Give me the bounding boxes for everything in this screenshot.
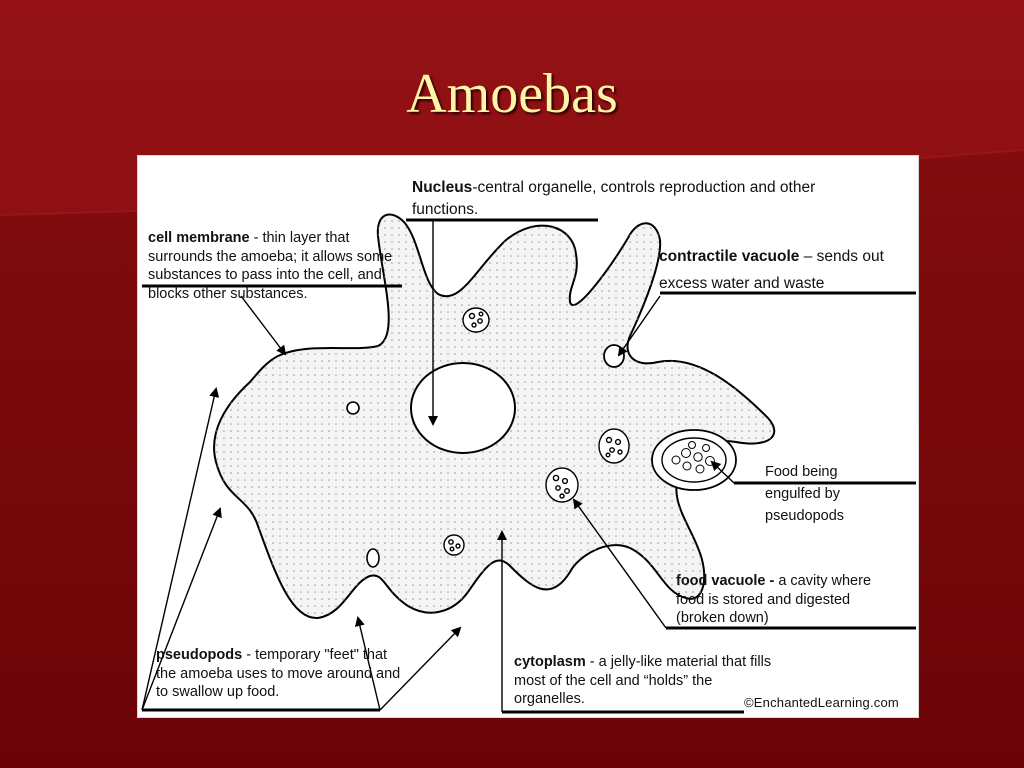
label-pseudopods [156, 646, 406, 702]
label-contractile-vacuole [659, 243, 899, 297]
food-vacuole-3 [546, 468, 578, 502]
nucleus-shape [411, 363, 515, 453]
label-nucleus [412, 177, 822, 221]
label-food-engulfed [765, 461, 877, 527]
copyright-notice: ©EnchantedLearning.com [744, 695, 899, 710]
label-contractile-vacuole-term: contractile vacuole [659, 248, 800, 265]
label-cell-membrane-text: - thin layer that surrounds the amoeba; it allows some substances to pass into the cell, and blocks other substances. [148, 230, 393, 302]
label-cytoplasm-text: - a jelly-like material that fills most of the cell and “holds” the organelles. [514, 654, 772, 707]
label-contractile-vacuole-text: – sends out excess water and waste [659, 248, 884, 292]
food-vacuole-4 [444, 535, 464, 555]
label-pseudopods-term: pseudopods [156, 647, 243, 663]
food-vacuole-1 [463, 308, 489, 332]
contractile-vacuole-shape [604, 345, 624, 367]
label-nucleus-text: -central organelle, controls reproduction and other functions. [412, 179, 816, 218]
engulfed-food [652, 430, 736, 490]
label-food-engulfed-text: Food being engulfed by pseudopods [765, 464, 845, 524]
label-pseudopods-text: - temporary "feet" that the amoeba uses to move around and to swallow up food. [156, 647, 401, 700]
label-food-vacuole-text: a cavity where food is stored and digested (broken down) [676, 573, 872, 626]
food-vacuole-2 [599, 429, 629, 463]
slide-title: Amoebas [406, 63, 618, 125]
label-cytoplasm-term: cytoplasm [514, 654, 586, 670]
amoeba-diagram [137, 155, 919, 718]
label-cytoplasm [514, 653, 776, 709]
label-food-vacuole-term: food vacuole - [676, 573, 775, 589]
label-cell-membrane [148, 229, 410, 303]
label-cell-membrane-term: cell membrane [148, 230, 250, 246]
label-nucleus-term: Nucleus [412, 179, 473, 196]
label-food-vacuole [676, 572, 876, 628]
membrane-pointer [241, 296, 285, 354]
